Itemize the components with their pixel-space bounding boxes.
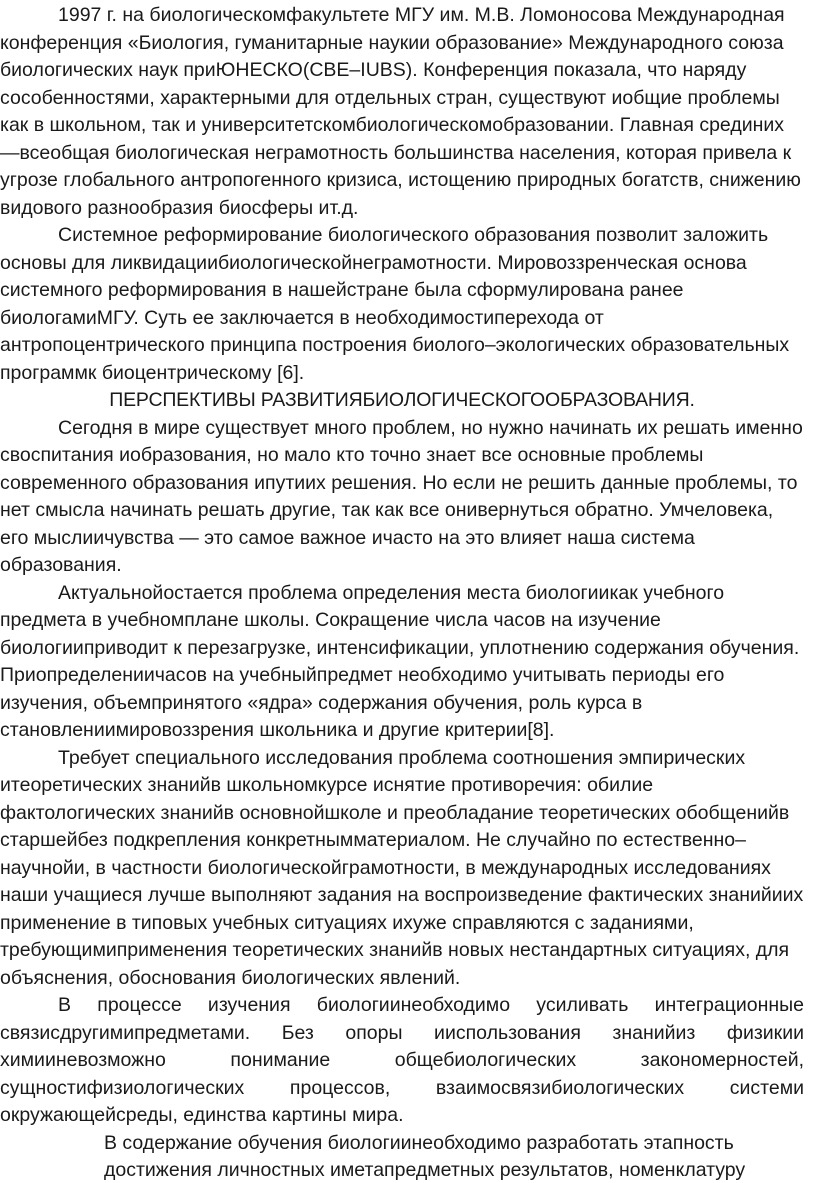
paragraph-curriculum-place: Актуальнойостается проблема определения места биологиикак учебного предмета в учебномплане школы. Сокращение числа часов на изучение биологииприводит к перезагрузке, интенсификации, уплотнению содержания обучения. Приопределениичасов на учебныйпредмет необходимо учитывать периоды его изучения, объемпринятого «ядра» содержания обучения, роль курса в становлениимировоззрения школьника и другие критерии[8]. xyxy=(0,581,800,741)
paragraph-conference: 1997 г. на биологическомфакультете МГУ им. М.В. Ломоносова Международная конференция «Биология, гуманитарные наукии образование» Международного союза биологических наук приЮНЕСКО(СВЕ–IUBS). Конференция показала, что наряду сособенностями, характерными для отдельных стран, существуют иобщие проблемы как в школьном, так и университетскомбиологическомобразовании. Главная срединих —всеобщая биологическая неграмотность большинства населения, которая привела к угрозе глобального антропогенного кризиса, истощению природных богатств, снижению видового разнообразия биосферы ит.д. xyxy=(0,4,801,219)
paragraph-content-stages: В содержание обучения биологиинеобходимо разработать этапность достижения личностных иметапредметных результатов, номенклатуру xyxy=(104,1131,746,1181)
paragraph-empirical-theoretical: Требует специального исследования проблема соотношения эмпирических итеоретических знанийв школьномкурсе иснятие противоречия: обилие фактологических знанийв основнойшколе и преобладание теоретических обобщенийв старшейбез подкрепления конкретнымматериалом. Не случайно по естественно–научнойи, в частности биологическойграмотности, в международных исследованиях наши учащиеся лучше выполняют задания на воспроизведение фактических знанийиих применение в типовых учебных ситуациях ихуже справляются с заданиями, требующимиприменения теоретических знанийв новых нестандартных ситуациях, для объяснения, обоснования биологических явлений. xyxy=(0,746,804,989)
paragraph-system-reform: Системное реформирование биологического образования позволит заложить основы для ликвидациибиологическойнеграмотности. Мировоззренческая основа системного реформирования в нашейстране была сформулирована ранее биологамиМГУ. Суть ее заключается в необходимостиперехода от антропоцентрического принципа построения биолого–экологических образовательных программк биоцентрическому [6]. xyxy=(0,224,790,384)
section-heading: ПЕРСПЕКТИВЫ РАЗВИТИЯБИОЛОГИЧЕСКОГООБРАЗОВАНИЯ. xyxy=(109,389,695,411)
paragraph-integration: В процессе изучения биологиинеобходимо усиливать интеграционные связисдругимипредметами. Без опоры ииспользования знанийиз физикии химииневозможно понимание общебиологических закономерностей, сущностифизиологических процессов, взаимосвязибиологических системи окружающейсреды, единства картины мира. xyxy=(0,994,804,1126)
paragraph-problems: Сегодня в мире существует много проблем, но нужно начинать их решать именно своспитания иобразования, но мало кто точно знает все основные проблемы современного образования ипутиих решения. Но если не решить данные проблемы, то нет смысла начинать решать другие, так как все онивернуться обратно. Умчеловека, его мыслиичувства — это самое важное ичасто на это влияет наша система образования. xyxy=(0,416,803,576)
